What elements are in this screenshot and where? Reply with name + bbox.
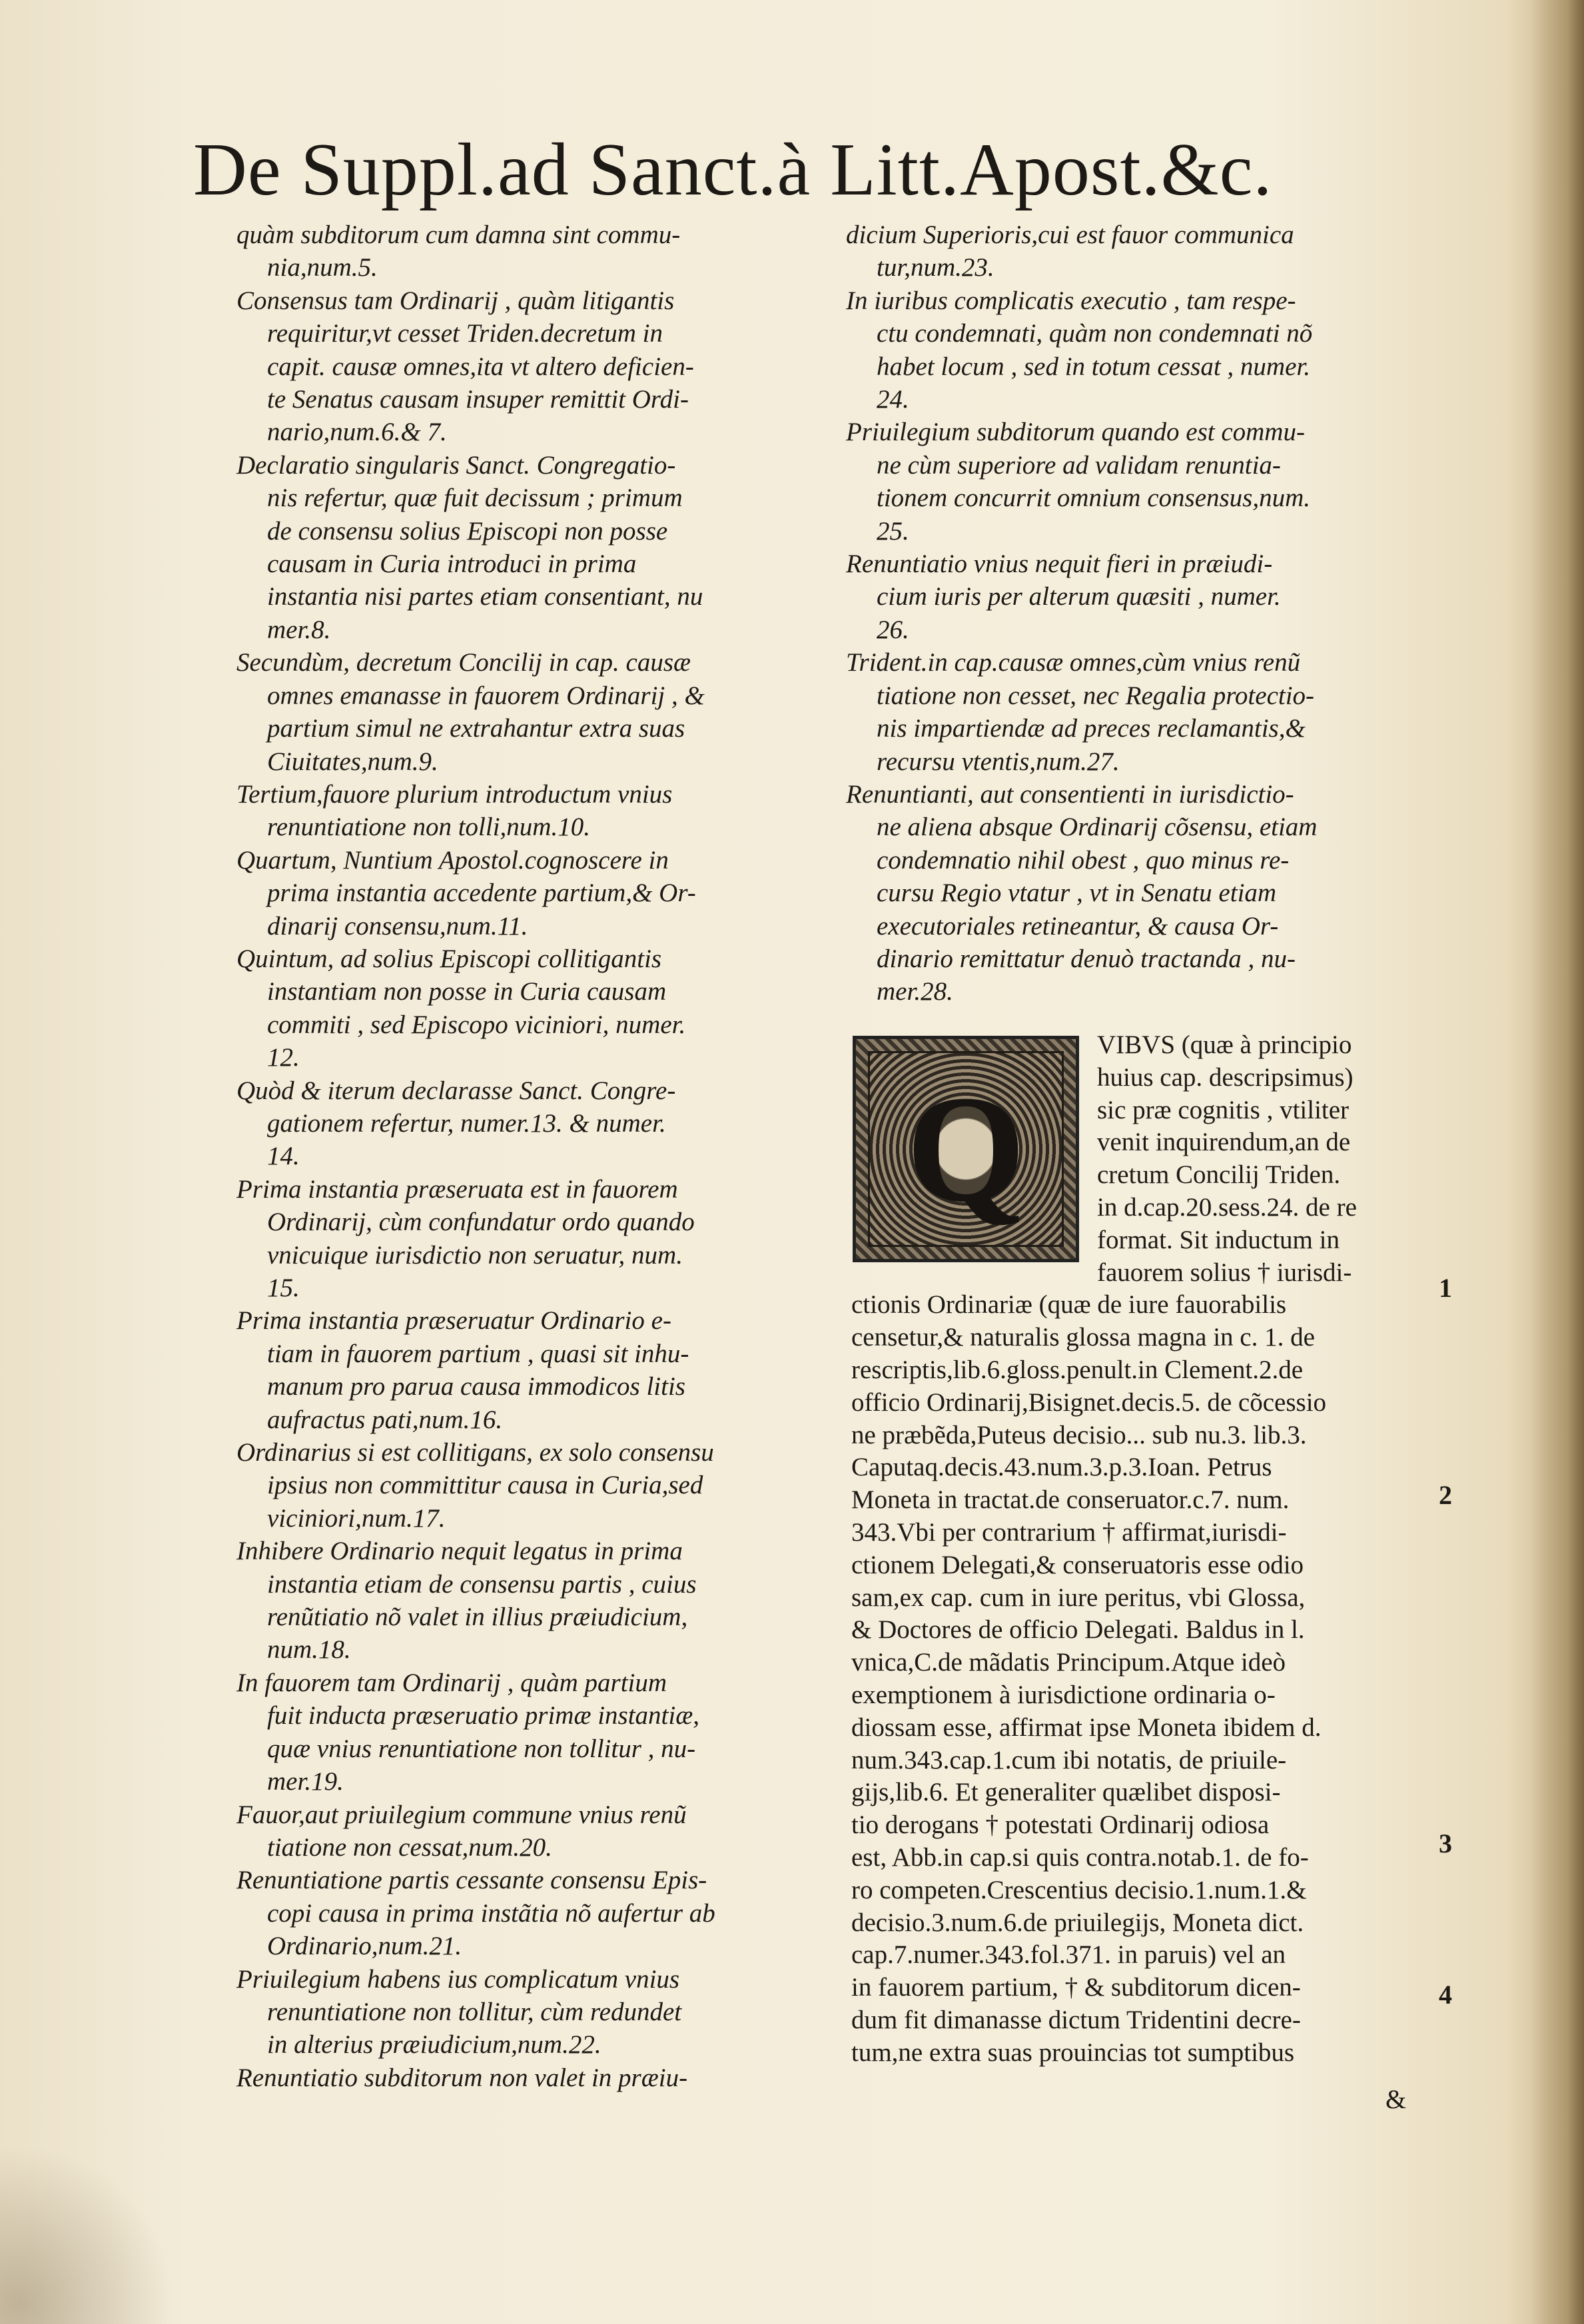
index-entry: Priuilegium habens ius complicatum vnius renuntiatione non tollitur, cùm redundet in alterius præiudicium,num.22. — [236, 1964, 682, 2060]
text-line: ctionis Ordinariæ (quæ de iure fauorabilis — [851, 1290, 1287, 1320]
text-line: vnica,C.de mãdatis Principum.Atque ideò — [851, 1648, 1286, 1677]
text-line: Moneta in tractat.de conseruator.c.7. num. — [851, 1485, 1290, 1515]
summary-index-right — [846, 218, 1429, 1008]
margin-number: 4 — [1439, 1980, 1452, 2010]
text-line: tio derogans † potestati Ordinarij odiosa — [851, 1810, 1270, 1840]
text-line: censetur,& naturalis glossa magna in c. 1. de — [851, 1323, 1315, 1352]
index-entry: dicium Superioris,cui est fauor communica tur,num.23. — [846, 220, 1294, 282]
index-entry: Secundùm, decretum Concilij in cap. causæ omnes emanasse in fauorem Ordinarij , & partium simul ne extrahantur extra suas Ciuitates,num.9. — [236, 648, 705, 776]
text-line: sic præ cognitis , vtiliter — [1097, 1095, 1350, 1124]
page-edge-shadow — [1531, 0, 1584, 2324]
bleed-through-right — [1392, 107, 1565, 187]
text-line: in fauorem partium, † & subditorum dicen- — [851, 1973, 1301, 2002]
index-entry: Trident.in cap.causæ omnes,cùm vnius renũ tiatione non cesset, nec Regalia protectio- nis impartiendæ ad preces reclamantis,& recursu vtentis,num.27. — [846, 648, 1315, 776]
text-line: ctionem Delegati,& conseruatoris esse odio — [851, 1550, 1304, 1579]
text-line: decisio.3.num.6.de priuilegijs, Moneta dict. — [851, 1908, 1304, 1937]
index-entry: Renuntianti, aut consentienti in iurisdictio- ne aliena absque Ordinarij cõsensu, etiam condemnatio nihil obest , quo minus re- cursu Regio vtatur , vt in Senatu etiam executoriales retineantur, & causa Or- dinario remittatur denuò tractanda , nu- mer.28. — [846, 779, 1318, 1006]
text-line: VIBVS (quæ à principio — [1097, 1030, 1352, 1059]
text-line: format. Sit inductum in — [1097, 1225, 1340, 1254]
text-line: Caputaq.decis.43.num.3.p.3.Ioan. Petrus — [851, 1453, 1272, 1482]
margin-number: 2 — [1439, 1480, 1452, 1510]
index-entry: Quòd & iterum declarasse Sanct. Congre- gationem refertur, numer.13. & numer. 14. — [236, 1076, 676, 1171]
text-line: est, Abb.in cap.si quis contra.notab.1. de fo- — [851, 1843, 1309, 1872]
page-title: De Suppl.ad Sanct.à Litt.Apost.&c. — [193, 129, 1273, 211]
index-entry: Prima instantia præseruata est in fauorem Ordinarij, cùm confundatur ordo quando vnicuique iurisdictio non seruatur, num. 15. — [236, 1174, 695, 1302]
drop-cap-letter: Q — [906, 1064, 1026, 1234]
index-entry: In iuribus complicatis executio , tam respe- ctu condemnati, quàm non condemnati nõ habet locum , sed in totum cessat , numer. 24. — [846, 286, 1313, 414]
index-entry: quàm subditorum cum damna sint commu- nia,num.5. — [236, 220, 681, 282]
text-line: officio Ordinarij,Bisignet.decis.5. de cõcessio — [851, 1387, 1327, 1417]
index-entry: Prima instantia præseruatur Ordinario e- tiam in fauorem partium , quasi sit inhu- manum pro parua causa immodicos litis aufractus pati,num.16. — [236, 1306, 689, 1434]
margin-number: 1 — [1439, 1273, 1452, 1303]
index-entry: Priuilegium subditorum quando est commu- ne cùm superiore ad validam renuntia- tionem concurrit omnium consensus,num. 25. — [846, 418, 1311, 546]
text-line: ro competen.Crescentius decisio.1.num.1.& — [851, 1875, 1307, 1904]
text-line: 343.Vbi per contrarium † affirmat,iurisdi- — [851, 1518, 1287, 1547]
index-entry: Inhibere Ordinario nequit legatus in prima instantia etiam de consensu partis , cuius renũtiatio nõ valet in illius præiudicium, num.18. — [236, 1537, 697, 1665]
text-line: exemptionem à iurisdictione ordinaria o- — [851, 1681, 1276, 1709]
index-entry: Quintum, ad solius Episcopi collitigantis instantiam non posse in Curia causam commiti , sed Episcopo viciniori, numer. 12. — [236, 944, 686, 1072]
index-entry: Quartum, Nuntium Apostol.cognoscere in prima instantia accedente partium,& Or- dinarij consensu,num.11. — [236, 845, 696, 941]
index-entry: Declaratio singularis Sanct. Congregatio- nis refertur, quæ fuit decissum ; primum de consensu solius Episcopi non posse causam in Curia introduci in prima instantia nisi partes etiam consentiant, nu mer.8. — [236, 450, 703, 644]
bleed-through-left — [63, 107, 197, 187]
index-entry: Renuntiatio subditorum non valet in præiu- — [236, 2063, 688, 2092]
index-entry: Renuntiatione partis cessante consensu Epis- copi causa in prima instãtia nõ aufertur ab Ordinario,num.21. — [236, 1866, 715, 1961]
summary-index-left — [236, 218, 816, 2094]
index-entry: Ordinarius si est collitigans, ex solo consensu ipsius non committitur causa in Curia,sed viciniori,num.17. — [236, 1438, 714, 1533]
text-line: cretum Concilij Triden. — [1097, 1160, 1341, 1190]
text-line: cap.7.numer.343.fol.371. in paruis) vel an — [851, 1940, 1286, 1970]
margin-number: 3 — [1439, 1828, 1452, 1858]
text-line: & Doctores de officio Delegati. Baldus in l. — [851, 1615, 1305, 1645]
catchword: & — [1386, 2084, 1407, 2114]
index-entry: Consensus tam Ordinarij , quàm litigantis requiritur,vt cesset Triden.decretum in capit. causæ omnes,ita vt altero deficien- te Senatus causam insuper remittit Ordi- nario,num.6.& 7. — [236, 286, 694, 447]
index-entry: Tertium,fauore plurium introductum vnius renuntiatione non tolli,num.10. — [236, 779, 673, 842]
text-line: rescriptis,lib.6.gloss.penult.in Clement.2.de — [851, 1356, 1304, 1384]
text-line: tum,ne extra suas prouincias tot sumptibus — [851, 2038, 1295, 2067]
text-line: gijs,lib.6. Et generaliter quælibet disposi- — [851, 1778, 1281, 1807]
initial-frame — [868, 1051, 1064, 1247]
index-entry: Renuntiatio vnius nequit fieri in præiudi- cium iuris per alterum quæsiti , numer. 26. — [846, 550, 1281, 644]
text-line: sam,ex cap. cum in iure peritus, vbi Glossa, — [851, 1583, 1306, 1612]
text-line: fauorem solius † iurisdi- — [1097, 1258, 1352, 1287]
text-line: diossam esse, affirmat ipse Moneta ibidem d. — [851, 1713, 1322, 1742]
paper-stain — [0, 2118, 200, 2324]
text-line: dum fit dimanasse dictum Tridentini decre- — [851, 2006, 1301, 2034]
index-entry: In fauorem tam Ordinarij , quàm partium fuit inducta præseruatio primæ instantiæ, quæ vnius renuntiatione non tollitur , nu- mer.19. — [236, 1668, 699, 1796]
text-line: num.343.cap.1.cum ibi notatis, de priuile- — [851, 1745, 1287, 1774]
text-line: huius cap. descripsimus) — [1097, 1062, 1354, 1092]
text-line: ne præbẽda,Puteus decisio... sub nu.3. lib.3. — [851, 1420, 1307, 1449]
decorated-initial — [853, 1036, 1079, 1262]
text-line: venit inquirendum,an de — [1097, 1128, 1351, 1157]
index-entry: Fauor,aut priuilegium commune vnius renũ tiatione non cessat,num.20. — [236, 1800, 687, 1862]
text-line: in d.cap.20.sess.24. de re — [1097, 1193, 1357, 1222]
